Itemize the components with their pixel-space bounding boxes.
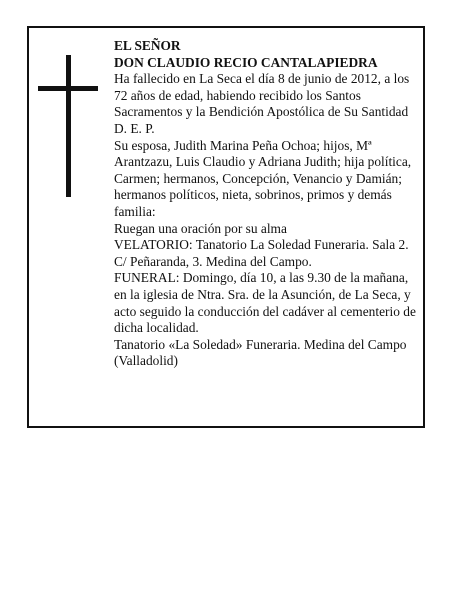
funeral-home: Tanatorio «La Soledad» Funeraria. Medina del Campo (Valladolid) (114, 336, 407, 369)
family-list: Su esposa, Judith Marina Peña Ochoa; hijos, Mª Arantzazu, Luis Claudio y Adriana Judith; hija política, Carmen; hermanos, Concepción, Venancio y Damián; hermanos políticos, nieta, sobrinos, primos y demás familia: (114, 137, 412, 219)
obituary-text (114, 38, 420, 370)
velatorio-info: VELATORIO: Tanatorio La Soledad Funeraria. Sala 2. C/ Peñaranda, 3. Medina del Campo. (114, 237, 409, 269)
prayer-request: Ruegan una oración por su alma (114, 220, 287, 236)
deceased-name: DON CLAUDIO RECIO CANTALAPIEDRA (114, 54, 378, 70)
notice-title: EL SEÑOR (114, 38, 181, 53)
cross-vertical-bar (66, 55, 71, 197)
cross-horizontal-bar (38, 86, 98, 91)
funeral-info: FUNERAL: Domingo, día 10, a las 9.30 de la mañana, en la iglesia de Ntra. Sra. de la Asunción, de La Seca, y acto seguido la conducción del cadáver al cementerio de dicha localidad. (114, 270, 416, 336)
dep-text: D. E. P. (114, 120, 155, 136)
cross-icon (38, 55, 98, 197)
death-announcement: Ha fallecido en La Seca el día 8 de junio de 2012, a los 72 años de edad, habiendo recibido los Santos Sacramentos y la Bendición Apostólica de Su Santidad (114, 71, 410, 120)
